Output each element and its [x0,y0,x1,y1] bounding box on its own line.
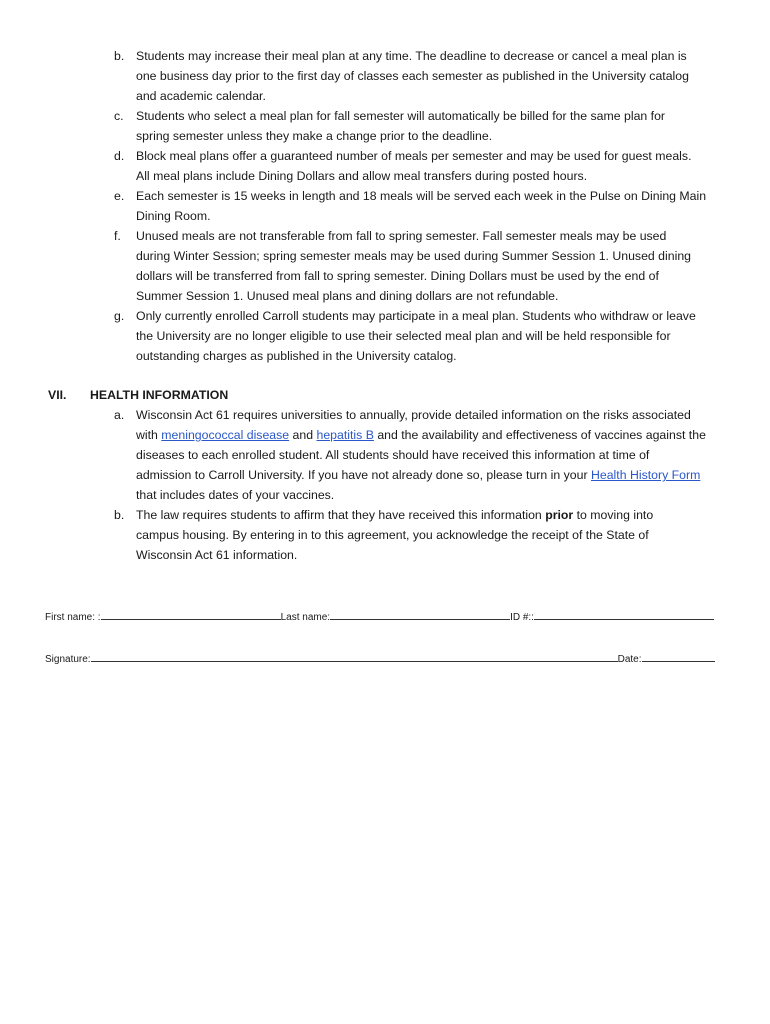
list-item-text: Wisconsin Act 61 information. [136,548,298,562]
list-marker: f. [114,229,121,243]
list-marker: a. [114,408,125,422]
list-marker: b. [114,508,125,522]
list-item-text: dollars will be transferred from fall to spring semester. Dining Dollars must be used by the end of [136,269,659,283]
list-marker: d. [114,149,125,163]
list-marker: g. [114,309,125,323]
list-item-d [114,146,734,186]
section-title: HEALTH INFORMATION [90,388,229,402]
list-item-text: Dining Room. [136,209,211,223]
id-field[interactable] [534,609,714,620]
list-item-b [114,46,734,106]
id-label: ID #:: [510,612,534,623]
list-item-text: spring semester unless they make a change prior to the deadline. [136,129,493,143]
health-item-b [114,505,734,565]
list-item-text: and academic calendar. [136,89,266,103]
list-item-c [114,106,734,146]
health-history-form-link[interactable]: Health History Form [591,468,701,482]
meningococcal-disease-link[interactable]: meningococcal disease [161,428,290,442]
first-name-field[interactable] [101,609,281,620]
emphasis-prior: prior [545,508,574,522]
section-heading-health-information [48,385,728,405]
list-item-text: Each semester is 15 weeks in length and 18 meals will be served each week in the Pulse on Dining Main [136,189,707,203]
list-item-g [114,306,734,366]
list-item-text [136,505,734,525]
list-item-text: Wisconsin Act 61 requires universities to annually, provide detailed information on the risks associated [136,408,691,422]
text-fragment: to moving into [573,508,654,522]
list-item-text [136,425,734,445]
text-fragment: and the availability and effectiveness of vaccines against the [373,428,706,442]
list-item-text: the University are no longer eligible to use their selected meal plan and will be held responsible for [136,329,671,343]
last-name-field[interactable] [330,609,510,620]
health-item-a [114,405,734,505]
section-number: VII. [48,388,67,402]
list-item-text: one business day prior to the first day of classes each semester as published in the University catalog [136,69,689,83]
list-item-text: that includes dates of your vaccines. [136,488,335,502]
list-item-text: Block meal plans offer a guaranteed number of meals per semester and may be used for guest meals. [136,149,692,163]
list-item-text: campus housing. By entering in to this agreement, you acknowledge the receipt of the State of [136,528,649,542]
first-name-label: First name: : [45,612,101,623]
signature-label: Signature: [45,654,91,665]
list-item-text: during Winter Session; spring semester meals may be used during Summer Session 1. Unused dining [136,249,691,263]
list-item-text: Students who select a meal plan for fall semester will automatically be billed for the same plan for [136,109,666,123]
text-fragment: The law requires students to affirm that they have received this information [136,508,546,522]
text-fragment: with [136,428,162,442]
list-item-f [114,226,734,306]
date-field[interactable] [642,651,715,662]
list-item-text: Summer Session 1. Unused meal plans and dining dollars are not refundable. [136,289,559,303]
list-item-text: outstanding charges as published in the University catalog. [136,349,457,363]
list-marker: c. [114,109,124,123]
hepatitis-b-link[interactable]: hepatitis B [316,428,374,442]
list-item-text: Unused meals are not transferable from fall to spring semester. Fall semester meals may be used [136,229,667,243]
list-marker: b. [114,49,125,63]
date-label: Date: [617,654,642,665]
signature-date-row [45,651,725,667]
list-marker: e. [114,189,125,203]
list-item-text: All meal plans include Dining Dollars and allow meal transfers during posted hours. [136,169,588,183]
list-item-text: Only currently enrolled Carroll students may participate in a meal plan. Students who withdraw or leave [136,309,696,323]
text-fragment: and [289,428,317,442]
signature-field[interactable] [91,651,618,662]
list-item-text [136,465,734,485]
name-id-row [45,609,725,625]
last-name-label: Last name: [280,612,331,623]
list-item-text: diseases to each enrolled student. All students should have received this information at time of [136,448,650,462]
list-item-text: Students may increase their meal plan at any time. The deadline to decrease or cancel a meal plan is [136,49,687,63]
text-fragment: admission to Carroll University. If you have not already done so, please turn in your [136,468,591,482]
list-item-e [114,186,734,226]
